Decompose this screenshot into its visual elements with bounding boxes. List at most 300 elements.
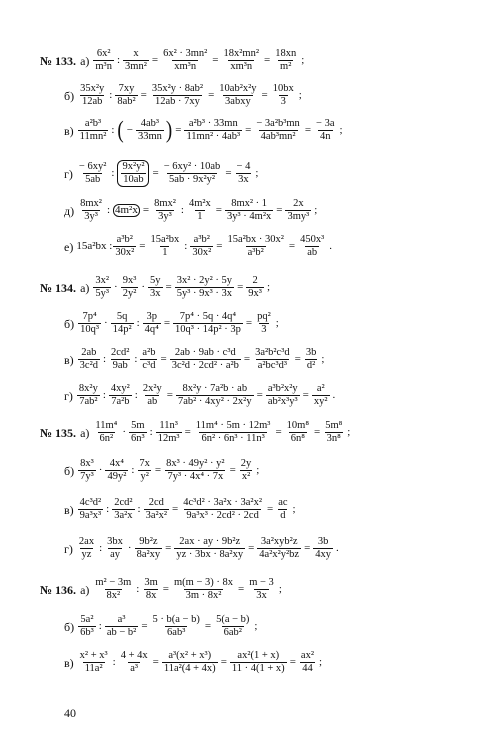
numerator: a³(x² + x³)	[168, 650, 212, 661]
item-label: г)	[64, 166, 73, 181]
numerator: 3x² · 2y² · 5y	[176, 275, 233, 286]
numerator: 2x	[293, 198, 304, 209]
numerator: 2x²y	[142, 383, 162, 394]
fraction	[78, 83, 106, 108]
fraction	[148, 234, 181, 259]
denominator: 7a²b	[111, 396, 130, 407]
denominator: xy²	[313, 396, 328, 407]
denominator: 7y³ · 4x⁴ · 7x	[167, 471, 224, 482]
denominator: 4a²x²y²bz	[259, 549, 300, 560]
operator: =	[225, 167, 232, 179]
denominator: 3a²x	[114, 510, 133, 521]
numerator: 5m⁸	[325, 420, 343, 431]
operator: =	[229, 464, 236, 476]
numerator: 9x²y²	[122, 161, 145, 172]
denominator: m²	[280, 61, 292, 72]
close-paren: )	[165, 116, 173, 145]
denominator: yz · 3bx · 8a²xy	[176, 549, 244, 560]
fraction	[176, 383, 254, 408]
item-label: б)	[64, 88, 75, 103]
denominator: 7y³	[80, 471, 94, 482]
denominator: 3n⁸	[326, 433, 341, 444]
numerator: 35x²y	[80, 83, 105, 94]
item-label: г)	[64, 388, 73, 403]
fraction	[105, 536, 125, 561]
operator: =	[304, 542, 311, 554]
fraction	[78, 497, 103, 522]
numerator: 2cd²	[111, 347, 130, 358]
numerator: 3p	[146, 311, 157, 322]
denominator: 8ab²	[117, 96, 136, 107]
denominator: 9a³x³	[79, 510, 102, 521]
fraction	[152, 198, 178, 223]
numerator: 5 · b(a − b)	[152, 614, 200, 625]
operator: =	[220, 656, 227, 668]
fraction	[323, 420, 344, 445]
operator: =	[275, 426, 282, 438]
numerator: x	[133, 48, 139, 59]
numerator: 3a²xyb²z	[260, 536, 298, 547]
operator: =	[256, 389, 263, 401]
denominator: 6n⁸	[290, 433, 305, 444]
numerator: 8mx² · 1	[231, 198, 268, 209]
operator: ;	[275, 317, 279, 329]
denominator: 44	[302, 663, 313, 674]
fraction	[273, 48, 298, 73]
numerator: 3m	[144, 577, 158, 588]
fraction	[217, 83, 258, 108]
operator: =	[165, 281, 172, 293]
fraction	[77, 383, 100, 408]
denominator: 3	[280, 96, 286, 107]
fraction	[194, 420, 273, 445]
operator: :	[184, 240, 188, 252]
denominator: 4q⁴	[144, 324, 159, 335]
denominator: 12ab	[81, 96, 103, 107]
numerator: 8x²y	[78, 383, 98, 394]
numerator: 7p⁴ · 5q · 4q⁴	[179, 311, 237, 322]
fraction	[78, 458, 96, 483]
term: 4m²x	[115, 204, 138, 216]
exercise-line	[0, 577, 499, 602]
denominator: 30x²	[192, 247, 212, 258]
fraction	[156, 420, 182, 445]
denominator: 3y³ · 4m²x	[227, 211, 272, 222]
denominator: 11 · 4(1 + x)	[231, 663, 285, 674]
exercise-line	[0, 118, 499, 143]
fraction	[78, 118, 109, 143]
fraction	[129, 420, 147, 445]
fraction	[121, 275, 139, 300]
boxed-fraction	[117, 160, 149, 187]
item-label: б)	[64, 619, 75, 634]
fraction	[225, 198, 273, 223]
operator: ;	[318, 656, 323, 668]
fraction	[285, 198, 311, 223]
operator: =	[184, 426, 191, 438]
numerator: 9b²z	[139, 536, 158, 547]
operator: =	[263, 54, 271, 66]
numerator: 5m	[131, 420, 145, 431]
numerator: 18x²mn²	[223, 48, 259, 59]
numerator: 8mx²	[154, 198, 176, 209]
numerator: 35x²y · 8ab²	[151, 83, 204, 94]
operator: =	[151, 54, 159, 66]
numerator: 18xn	[275, 48, 297, 59]
numerator: 2ab	[81, 347, 97, 358]
fraction	[115, 83, 137, 108]
denominator: 11mn² · 4ab³	[186, 131, 241, 142]
exercise-line	[0, 614, 499, 639]
open-paren: (	[117, 116, 124, 145]
denominator: 14p²	[112, 324, 132, 335]
numerator: ac	[278, 497, 288, 508]
denominator: 3x	[150, 288, 161, 299]
exercise-line	[0, 420, 499, 445]
denominator: ay	[110, 549, 120, 560]
denominator: 9a³x³ · 2cd² · 2cd	[186, 510, 259, 521]
denominator: 6ab²	[223, 627, 242, 638]
denominator: c³d	[142, 360, 156, 371]
numerator: 4c³d²	[79, 497, 102, 508]
numerator: 5a²	[80, 614, 94, 625]
denominator: yz	[81, 549, 92, 560]
fraction	[105, 614, 138, 639]
fraction	[123, 48, 149, 73]
fraction	[144, 497, 169, 522]
numerator: 2	[252, 275, 258, 286]
operator: =	[140, 89, 147, 101]
denominator: 3my³	[287, 211, 310, 222]
numerator: a³	[117, 614, 126, 625]
fraction	[119, 650, 150, 675]
denominator: ab	[147, 396, 158, 407]
operator: ;	[321, 353, 325, 365]
denominator: 12ab · 7xy	[155, 96, 200, 107]
operator: =	[237, 281, 244, 293]
exercise-line	[0, 536, 499, 561]
fraction	[93, 577, 133, 602]
numerator: − 6xy²	[78, 161, 107, 172]
numerator: 2ab · 9ab · c³d	[174, 347, 236, 358]
denominator: 3x	[238, 174, 249, 185]
numerator: ax²	[300, 650, 314, 661]
operator: =	[289, 656, 296, 668]
operator: ;	[339, 124, 343, 136]
fraction	[77, 536, 96, 561]
denominator: 4ab³mn²	[260, 131, 296, 142]
operator: =	[212, 54, 219, 66]
operator: =	[238, 583, 245, 595]
denominator: 3c²d	[79, 360, 98, 371]
fraction	[175, 275, 234, 300]
exercise-line	[0, 347, 499, 372]
denominator: x²	[241, 471, 251, 482]
denominator: a³	[130, 663, 139, 674]
item-label: б)	[64, 316, 75, 331]
numerator: 3a²b²c³d	[255, 347, 290, 358]
numerator: 7xy	[118, 83, 135, 94]
denominator: 9ab	[112, 360, 128, 371]
fraction	[174, 536, 245, 561]
denominator: 12m³	[157, 433, 180, 444]
operator: :	[98, 620, 102, 632]
operator: :	[102, 389, 106, 401]
fraction	[142, 577, 159, 602]
numerator: 5y	[150, 275, 161, 286]
operator: =	[304, 124, 312, 136]
fraction	[312, 383, 330, 408]
numerator: 2ax	[78, 536, 95, 547]
numerator: 7x	[139, 458, 150, 469]
operator: =	[314, 426, 321, 438]
operator: :	[136, 583, 140, 595]
operator: :	[180, 204, 184, 216]
denominator: 6n³	[131, 433, 145, 444]
fraction	[299, 650, 316, 675]
operator: ·	[114, 281, 118, 293]
fraction	[257, 536, 301, 561]
numerator: a²	[316, 383, 325, 394]
denominator: 7ab² · 4xy² · 2x²y	[177, 396, 252, 407]
item-label: в)	[64, 502, 74, 517]
denominator: ab	[307, 247, 318, 258]
numerator: 8x³ · 49y² · y²	[166, 458, 225, 469]
numerator: 15a²bx · 30x²	[227, 234, 284, 245]
denominator: 4xy	[315, 549, 332, 560]
operator: =	[154, 464, 162, 476]
numerator: 9x³	[122, 275, 137, 286]
fraction	[172, 577, 235, 602]
fraction	[314, 118, 336, 143]
term: 15a²bx :	[76, 240, 113, 252]
operator: ·	[104, 317, 108, 329]
fraction	[173, 311, 243, 336]
denominator: 8x²	[106, 590, 121, 601]
fraction	[162, 161, 223, 186]
numerator: ax²(1 + x)	[237, 650, 280, 661]
fraction	[246, 275, 264, 300]
denominator: 8a²xy	[136, 549, 161, 560]
operator: =	[294, 353, 301, 365]
fraction	[184, 118, 242, 143]
exercise-line	[0, 160, 499, 187]
item-label: а)	[80, 53, 90, 68]
boxed-term	[113, 204, 140, 217]
denominator: ab²x³y³	[267, 396, 298, 407]
operator: =	[172, 503, 179, 515]
denominator: 6n²	[99, 433, 114, 444]
parenthesized-fraction	[116, 118, 173, 143]
operator: ·	[122, 426, 127, 438]
denominator: 5y³ · 9x³ · 3x	[176, 288, 233, 299]
exercise-line	[0, 83, 499, 108]
denominator: 10ab	[123, 174, 144, 185]
operator: ;	[266, 281, 270, 293]
fraction	[78, 347, 100, 372]
operator: ;	[298, 89, 302, 101]
numerator: 10bx	[272, 83, 294, 94]
operator: =	[288, 240, 296, 252]
exercise-line	[0, 458, 499, 483]
numerator: 6x² · 3mn²	[163, 48, 208, 59]
numerator: 11m⁴	[95, 420, 118, 431]
operator: :	[136, 317, 140, 329]
denominator: 49y²	[107, 471, 127, 482]
fraction	[304, 347, 319, 372]
denominator: 3x	[256, 590, 267, 601]
fraction	[93, 275, 111, 300]
fraction	[78, 614, 96, 639]
fraction	[222, 48, 261, 73]
numerator: 3b	[317, 536, 329, 547]
denominator: 3y³	[158, 211, 172, 222]
denominator: 6b³	[80, 627, 94, 638]
numerator: a²b³ · 33mn	[188, 118, 238, 129]
denominator: d	[280, 510, 286, 521]
numerator: 2y	[240, 458, 252, 469]
operator: ·	[98, 464, 103, 476]
exercise-line	[0, 311, 499, 336]
numerator: 2cd²	[114, 497, 133, 508]
operator: =	[245, 124, 252, 136]
operator: =	[165, 542, 172, 554]
operator: .	[336, 542, 339, 554]
operator: =	[215, 204, 223, 216]
numerator: − 4	[236, 161, 251, 172]
denominator: a³b²	[247, 247, 264, 258]
operator: =	[266, 503, 274, 515]
numerator: 3b	[305, 347, 317, 358]
page-number: 40	[64, 706, 76, 720]
operator: :	[111, 167, 115, 179]
numerator: 3x²	[95, 275, 110, 286]
operator: ;	[314, 204, 318, 216]
operator: :	[106, 204, 110, 216]
denominator: ab − b²	[106, 627, 137, 638]
fraction	[150, 83, 205, 108]
numerator: 15a²bx	[150, 234, 180, 245]
numerator: 2ax · ay · 9b²z	[179, 536, 241, 547]
fraction	[239, 458, 254, 483]
numerator: pq²	[257, 311, 271, 322]
operator: ;	[255, 167, 259, 179]
fraction	[225, 234, 285, 259]
denominator: 10q³	[80, 324, 100, 335]
denominator: 10q³ · 14p² · 3p	[175, 324, 241, 335]
denominator: 7ab²	[79, 396, 98, 407]
operator: =	[163, 317, 171, 329]
exercise-line	[0, 234, 499, 259]
item-label: а)	[80, 582, 90, 597]
operator: ·	[127, 542, 132, 554]
operator: .	[332, 389, 336, 401]
fraction	[135, 536, 163, 561]
fraction	[187, 198, 213, 223]
denominator: 6n² · 6n³ · 11n³	[201, 433, 265, 444]
operator: :	[112, 656, 116, 668]
operator: :	[99, 542, 103, 554]
fraction	[143, 311, 161, 336]
denominator: 9x³	[248, 288, 262, 299]
fraction	[313, 536, 333, 561]
fraction	[161, 48, 209, 73]
exercise-line	[0, 198, 499, 223]
fraction	[214, 614, 251, 639]
item-label: а)	[80, 280, 90, 295]
exercise-number: № 133.	[40, 53, 77, 68]
numerator: 4ab³	[140, 118, 160, 129]
fraction	[298, 234, 326, 259]
operator: =	[243, 353, 251, 365]
numerator: 6x²	[96, 48, 111, 59]
denominator: d²	[306, 360, 316, 371]
numerator: 8x³	[80, 458, 94, 469]
numerator: x² + x³	[79, 650, 108, 661]
numerator: m − 3	[249, 577, 274, 588]
operator: :	[134, 389, 138, 401]
operator: ;	[256, 464, 260, 476]
fraction	[120, 161, 146, 186]
denominator: a²bc³d³	[257, 360, 287, 371]
fraction	[190, 234, 213, 259]
item-label: г)	[64, 541, 73, 556]
numerator: m(m − 3) · 8x	[174, 577, 233, 588]
denominator: 11a²	[84, 663, 103, 674]
operator: ·	[141, 281, 146, 293]
fraction	[253, 347, 292, 372]
operator: =	[276, 204, 283, 216]
item-label: а)	[80, 425, 90, 440]
denominator: 5ab	[85, 174, 101, 185]
denominator: 1	[197, 211, 203, 222]
numerator: 8x²y · 7a²b · ab	[182, 383, 248, 394]
denominator: 30x²	[115, 247, 135, 258]
operator: =	[152, 656, 159, 668]
operator: =	[152, 167, 159, 179]
fraction	[230, 650, 287, 675]
fraction	[93, 420, 119, 445]
operator: =	[142, 204, 150, 216]
operator: :	[111, 124, 115, 136]
numerator: 4xy²	[110, 383, 130, 394]
operator: :	[102, 353, 107, 365]
exercise-number: № 135.	[40, 425, 77, 440]
fraction	[109, 347, 131, 372]
sign: −	[126, 124, 133, 136]
numerator: a²b	[142, 347, 156, 358]
operator: :	[106, 503, 110, 515]
item-label: в)	[64, 655, 74, 670]
fraction	[254, 118, 301, 143]
numerator: 450x³	[300, 234, 325, 245]
exercise-line	[0, 48, 499, 73]
numerator: 8mx²	[80, 198, 102, 209]
fraction	[276, 497, 289, 522]
fraction	[105, 458, 128, 483]
denominator: 3m · 8x²	[185, 590, 222, 601]
fraction	[181, 497, 264, 522]
fraction	[137, 458, 152, 483]
item-label: е)	[64, 239, 74, 254]
denominator: y²	[140, 471, 149, 482]
numerator: m² − 3m	[95, 577, 132, 588]
fraction	[271, 83, 296, 108]
operator: .	[329, 240, 333, 252]
numerator: a³b²	[193, 234, 210, 245]
fraction	[151, 614, 202, 639]
fraction	[111, 311, 134, 336]
